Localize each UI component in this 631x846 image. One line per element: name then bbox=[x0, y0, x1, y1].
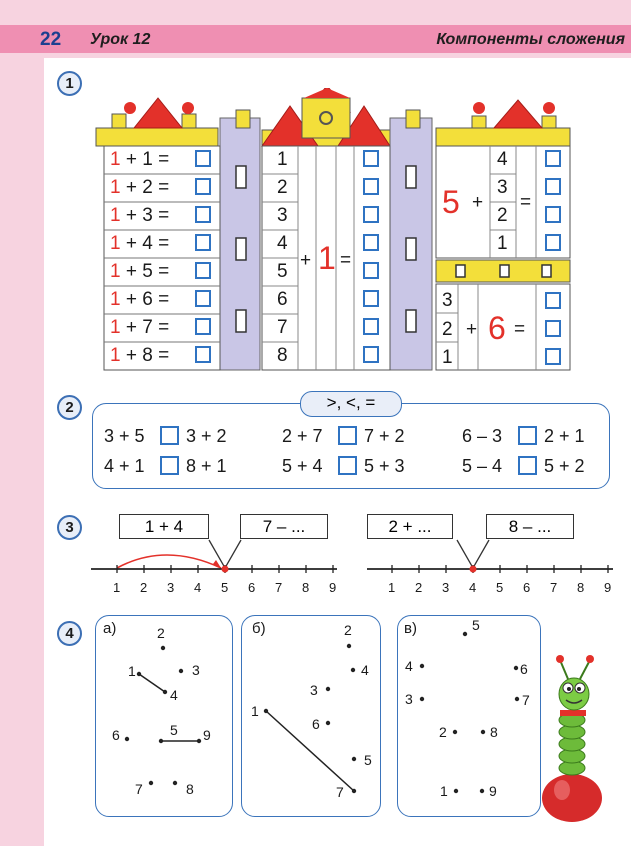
answer-box[interactable] bbox=[195, 318, 211, 335]
tick-label: 7 bbox=[550, 580, 558, 595]
page-number: 22 bbox=[40, 29, 62, 50]
task-4-badge: 4 bbox=[57, 621, 82, 646]
answer-box[interactable] bbox=[363, 318, 379, 335]
tick-label: 6 bbox=[523, 580, 531, 595]
compare-right: 7 + 2 bbox=[364, 426, 405, 446]
point-label: 1 bbox=[251, 703, 259, 719]
right-top-addend: 5 bbox=[442, 184, 460, 220]
left-equation-row: 1 + 8 = bbox=[110, 345, 170, 366]
lesson-title: Урок 12 bbox=[90, 31, 151, 48]
left-equation-row: 1 + 2 = bbox=[110, 177, 170, 198]
answer-box[interactable] bbox=[545, 320, 561, 337]
point-label: 5 bbox=[472, 617, 480, 633]
middle-number: 6 bbox=[277, 289, 288, 310]
right-bottom-number: 1 bbox=[442, 347, 453, 368]
point-label: 7 bbox=[522, 692, 530, 708]
answer-box[interactable] bbox=[545, 150, 561, 167]
compare-right: 8 + 1 bbox=[186, 456, 227, 476]
point-label: 4 bbox=[361, 662, 369, 678]
tick-label: 8 bbox=[302, 580, 310, 595]
right-top-number: 1 bbox=[497, 233, 508, 254]
point-label: 5 bbox=[364, 752, 372, 768]
right-bottom-plus: + bbox=[466, 319, 478, 340]
point-label: 7 bbox=[135, 781, 143, 797]
answer-box[interactable] bbox=[545, 234, 561, 251]
compare-box[interactable] bbox=[338, 456, 357, 475]
tick-label: 8 bbox=[577, 580, 585, 595]
tick-label: 4 bbox=[469, 580, 477, 595]
left-equation-row: 1 + 3 = bbox=[110, 205, 170, 226]
point-label: 5 bbox=[170, 722, 178, 738]
panel-c-label: в) bbox=[404, 620, 417, 637]
tick-label: 7 bbox=[275, 580, 283, 595]
dots-and-lines bbox=[95, 615, 545, 817]
tick-label: 5 bbox=[496, 580, 504, 595]
right-top-number: 4 bbox=[497, 149, 508, 170]
middle-plus: + bbox=[300, 250, 312, 271]
answer-box[interactable] bbox=[545, 178, 561, 195]
callout-left-1: 1 + 4 bbox=[119, 514, 209, 539]
tick-label: 9 bbox=[604, 580, 612, 595]
answer-box[interactable] bbox=[363, 290, 379, 307]
topic-title: Компоненты сложения bbox=[436, 31, 625, 48]
point-label: 2 bbox=[344, 622, 352, 638]
tick-label: 1 bbox=[113, 580, 121, 595]
point-label: 8 bbox=[186, 781, 194, 797]
answer-box[interactable] bbox=[545, 348, 561, 365]
compare-left: 5 + 4 bbox=[282, 456, 323, 476]
tick-label: 2 bbox=[140, 580, 148, 595]
compare-right: 2 + 1 bbox=[544, 426, 585, 446]
answer-box[interactable] bbox=[363, 346, 379, 363]
point-label: 9 bbox=[489, 783, 497, 799]
task-1-badge: 1 bbox=[57, 71, 82, 96]
middle-number: 7 bbox=[277, 317, 288, 338]
answer-box[interactable] bbox=[195, 206, 211, 223]
point-label: 3 bbox=[192, 662, 200, 678]
compare-right: 3 + 2 bbox=[186, 426, 227, 446]
answer-box[interactable] bbox=[363, 178, 379, 195]
answer-box[interactable] bbox=[363, 206, 379, 223]
compare-left: 4 + 1 bbox=[104, 456, 145, 476]
compare-box[interactable] bbox=[518, 456, 537, 475]
tick-label: 4 bbox=[194, 580, 202, 595]
answer-box[interactable] bbox=[195, 234, 211, 251]
tick-label: 3 bbox=[442, 580, 450, 595]
point-label: 3 bbox=[405, 691, 413, 707]
middle-number: 1 bbox=[277, 149, 288, 170]
middle-equals: = bbox=[340, 250, 352, 271]
point-label: 2 bbox=[157, 625, 165, 641]
tick-label: 2 bbox=[415, 580, 423, 595]
middle-number: 5 bbox=[277, 261, 288, 282]
answer-box[interactable] bbox=[195, 346, 211, 363]
answer-box[interactable] bbox=[195, 178, 211, 195]
compare-left: 6 – 3 bbox=[462, 426, 503, 446]
point-label: 1 bbox=[128, 663, 136, 679]
caterpillar-illustration bbox=[538, 650, 610, 825]
point-label: 2 bbox=[439, 724, 447, 740]
right-top-number: 3 bbox=[497, 177, 508, 198]
panel-a-label: а) bbox=[103, 620, 117, 637]
compare-left: 3 + 5 bbox=[104, 426, 145, 446]
tick-label: 5 bbox=[221, 580, 229, 595]
right-top-number: 2 bbox=[497, 205, 508, 226]
right-bottom-number: 2 bbox=[442, 319, 453, 340]
point-label: 8 bbox=[490, 724, 498, 740]
number-lines bbox=[85, 538, 615, 578]
compare-right: 5 + 3 bbox=[364, 456, 405, 476]
right-top-plus: + bbox=[472, 192, 484, 213]
task-3-badge: 3 bbox=[57, 515, 82, 540]
tick-label: 9 bbox=[329, 580, 337, 595]
right-bottom-addend: 6 bbox=[488, 310, 506, 346]
point-label: 3 bbox=[310, 682, 318, 698]
tick-label: 6 bbox=[248, 580, 256, 595]
signs-hint: >, <, = bbox=[300, 391, 402, 417]
point-label: 6 bbox=[112, 727, 120, 743]
right-bottom-number: 3 bbox=[442, 290, 453, 311]
compare-box[interactable] bbox=[518, 426, 537, 445]
middle-number: 3 bbox=[277, 205, 288, 226]
compare-right: 5 + 2 bbox=[544, 456, 585, 476]
right-top-equals: = bbox=[520, 192, 532, 213]
compare-left: 2 + 7 bbox=[282, 426, 323, 446]
point-label: 6 bbox=[520, 661, 528, 677]
answer-box[interactable] bbox=[545, 292, 561, 309]
answer-box[interactable] bbox=[195, 290, 211, 307]
compare-box[interactable] bbox=[160, 426, 179, 445]
answer-box[interactable] bbox=[545, 206, 561, 223]
tick-label: 1 bbox=[388, 580, 396, 595]
left-equation-row: 1 + 1 = bbox=[110, 149, 170, 170]
middle-number: 2 bbox=[277, 177, 288, 198]
left-equation-row: 1 + 5 = bbox=[110, 261, 170, 282]
answer-box[interactable] bbox=[195, 150, 211, 167]
point-label: 7 bbox=[336, 784, 344, 800]
callout-right-1: 2 + ... bbox=[367, 514, 453, 539]
panel-b-label: б) bbox=[252, 620, 266, 637]
middle-number: 8 bbox=[277, 345, 288, 366]
middle-addend: 1 bbox=[318, 240, 336, 276]
compare-left: 5 – 4 bbox=[462, 456, 503, 476]
point-label: 6 bbox=[312, 716, 320, 732]
compare-box[interactable] bbox=[338, 426, 357, 445]
left-equation-row: 1 + 4 = bbox=[110, 233, 170, 254]
point-label: 9 bbox=[203, 727, 211, 743]
point-label: 1 bbox=[440, 783, 448, 799]
answer-box[interactable] bbox=[363, 234, 379, 251]
middle-number: 4 bbox=[277, 233, 288, 254]
point-label: 4 bbox=[405, 658, 413, 674]
answer-box[interactable] bbox=[363, 150, 379, 167]
task-2-badge: 2 bbox=[57, 395, 82, 420]
left-equation-row: 1 + 6 = bbox=[110, 289, 170, 310]
callout-left-2: 7 – ... bbox=[240, 514, 328, 539]
left-equation-row: 1 + 7 = bbox=[110, 317, 170, 338]
answer-box[interactable] bbox=[363, 262, 379, 279]
compare-box[interactable] bbox=[160, 456, 179, 475]
right-bottom-equals: = bbox=[514, 319, 526, 340]
point-label: 4 bbox=[170, 687, 178, 703]
callout-right-2: 8 – ... bbox=[486, 514, 574, 539]
tick-label: 3 bbox=[167, 580, 175, 595]
answer-box[interactable] bbox=[195, 262, 211, 279]
